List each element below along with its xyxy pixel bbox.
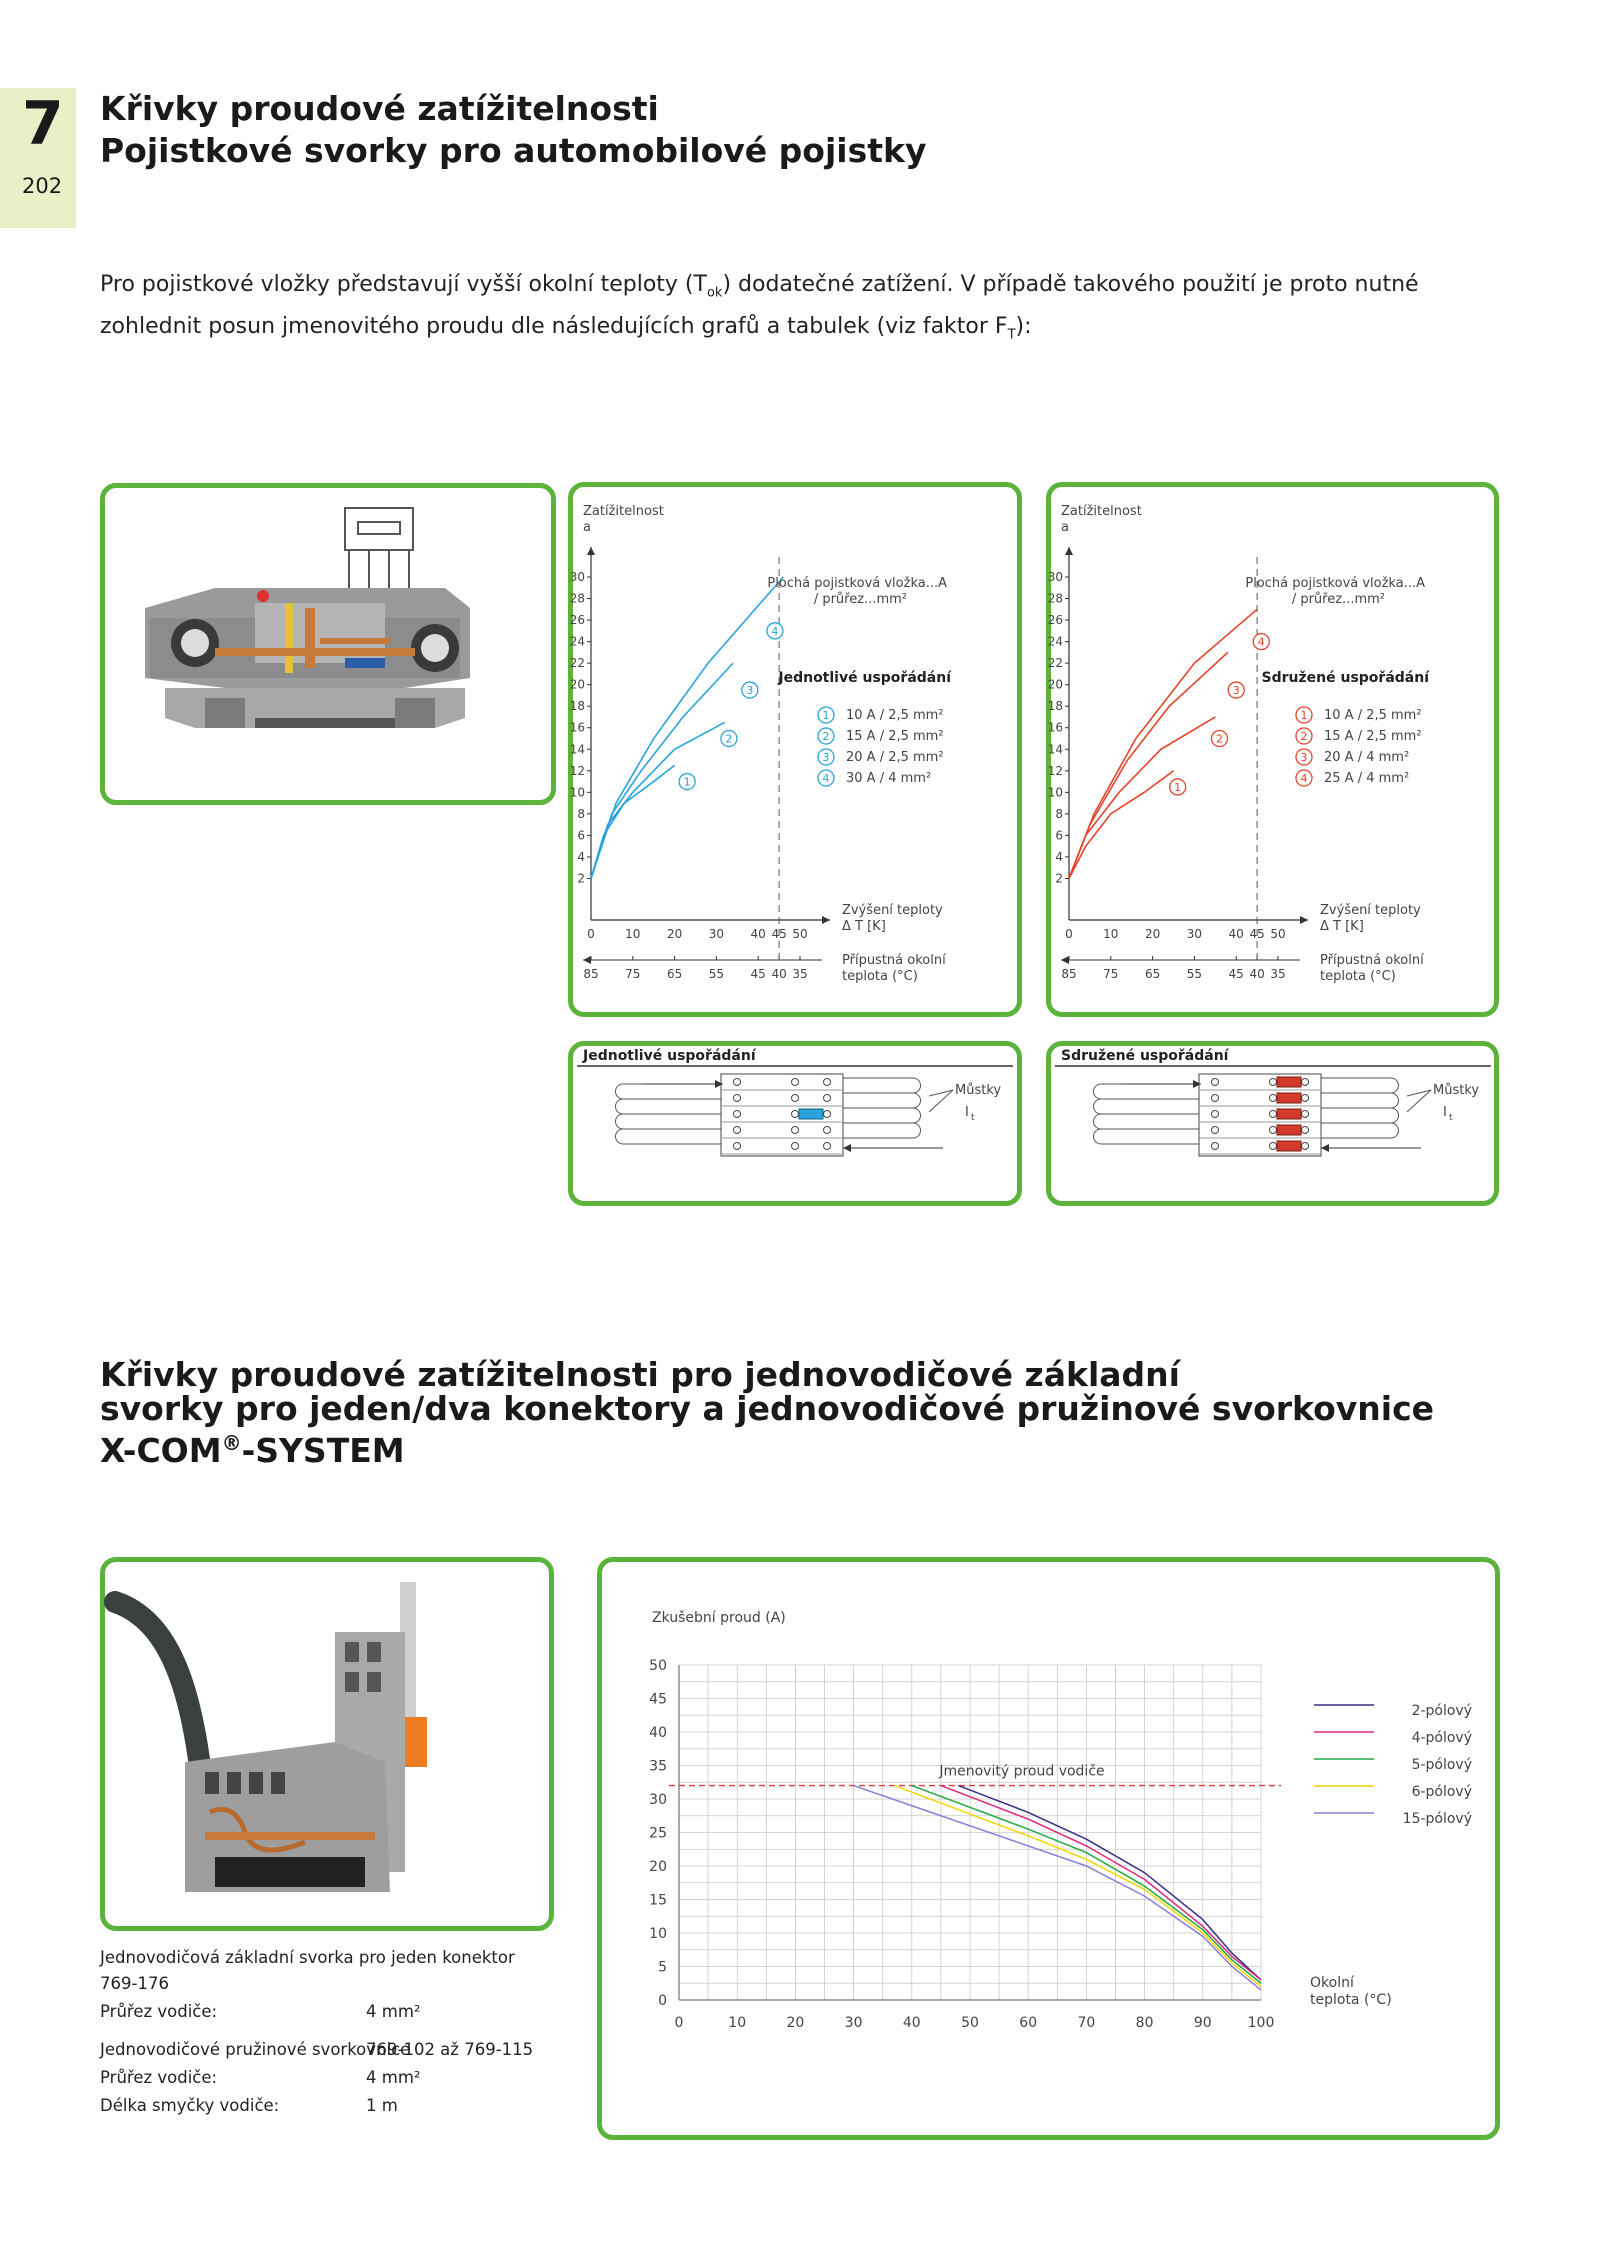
wire-loop-left bbox=[616, 1084, 724, 1099]
section-title-2-system: -SYSTEM bbox=[241, 1431, 405, 1470]
intro-text-3: ): bbox=[1015, 314, 1032, 340]
y-tick-label: 8 bbox=[577, 806, 585, 821]
terminal-screw bbox=[792, 1143, 799, 1150]
x2-axis-label: Přípustná okolní bbox=[842, 953, 946, 968]
x-tick-label: 60 bbox=[1019, 2015, 1038, 2031]
curve-4 bbox=[1069, 609, 1257, 878]
legend-marker-label: 2 bbox=[822, 730, 830, 743]
terminal-screw bbox=[824, 1111, 831, 1118]
x-tick-label: 40 bbox=[1228, 927, 1244, 941]
load-chart-single bbox=[569, 487, 1017, 1012]
x2-tick-label: 85 bbox=[583, 967, 599, 981]
y-tick-label: 16 bbox=[1047, 720, 1063, 735]
load-chart-grouped bbox=[1047, 487, 1494, 1012]
x2-tick-label: 35 bbox=[1270, 967, 1286, 981]
xcom-terminal-photo-box bbox=[100, 1557, 554, 1931]
fuse-grouped bbox=[1277, 1109, 1301, 1119]
fuse-single bbox=[799, 1109, 823, 1119]
current-out-arrow bbox=[843, 1144, 851, 1152]
legend-entry-4: 25 A / 4 mm² bbox=[1324, 771, 1410, 786]
x-tick-label: 40 bbox=[750, 927, 766, 941]
terminal-screw bbox=[734, 1127, 741, 1134]
curve-marker-label: 1 bbox=[1174, 780, 1182, 794]
terminal-screw bbox=[734, 1111, 741, 1118]
curve-marker-label: 3 bbox=[1232, 684, 1240, 698]
y-tick-label: 14 bbox=[1047, 742, 1063, 757]
legend-marker-label: 1 bbox=[822, 709, 830, 722]
x-tick-label: 90 bbox=[1193, 2015, 1212, 2031]
terminal-screw bbox=[1270, 1079, 1277, 1086]
intro-text-1: Pro pojistkové vložky představují vyšší okolní teploty (T bbox=[100, 272, 707, 297]
y-tick-label: 22 bbox=[569, 656, 585, 671]
y-tick-label: 6 bbox=[1055, 828, 1063, 843]
y-axis-unit: a bbox=[1061, 520, 1069, 535]
caption-row6-label: Délka smyčky vodiče: bbox=[100, 2096, 280, 2115]
y-axis-arrow bbox=[1065, 547, 1073, 555]
terminal-screw bbox=[1270, 1111, 1277, 1118]
test-current-chart bbox=[602, 1562, 1495, 2135]
legend-entry-4: 30 A / 4 mm² bbox=[846, 771, 932, 786]
legend-label-4: 6-pólový bbox=[1411, 1784, 1472, 1800]
y-tick-label: 30 bbox=[1047, 570, 1063, 584]
x-axis-label: Zvýšení teploty bbox=[842, 903, 943, 918]
chart-x-label: Okolní bbox=[1310, 1975, 1354, 1991]
x2-tick-label: 45 bbox=[750, 967, 766, 981]
current-out-arrow bbox=[1321, 1144, 1329, 1152]
y-tick-label: 12 bbox=[569, 763, 585, 778]
y-tick-label: 15 bbox=[649, 1892, 667, 1909]
arrangement-label: Sdružené uspořádání bbox=[1261, 670, 1429, 686]
y-tick-label: 10 bbox=[569, 785, 585, 800]
y-tick-label: 24 bbox=[569, 634, 585, 649]
wire-loop-right bbox=[843, 1123, 921, 1138]
terminal-screw bbox=[1302, 1127, 1309, 1134]
legend-title: Plochá pojistková vložka...A bbox=[1245, 576, 1425, 591]
x2-tick-label: 65 bbox=[666, 967, 683, 981]
y-tick-label: 2 bbox=[577, 871, 585, 886]
y-axis-label: Zatížitelnost bbox=[1061, 504, 1142, 519]
wire-loop-left bbox=[1094, 1084, 1202, 1099]
y-tick-label: 40 bbox=[649, 1725, 667, 1741]
intro-paragraph bbox=[100, 268, 1520, 353]
y-tick-label: 20 bbox=[1047, 677, 1063, 692]
curve-3 bbox=[591, 663, 733, 878]
caption-row5-value: 4 mm² bbox=[366, 2068, 421, 2087]
intro-sub-ok: ok bbox=[706, 285, 723, 301]
x-tick-label: 10 bbox=[625, 927, 641, 941]
legend-title: Plochá pojistková vložka...A bbox=[767, 576, 947, 591]
load-chart-single-box bbox=[568, 482, 1022, 1017]
legend-label-5: 15-pólový bbox=[1402, 1811, 1472, 1827]
y-tick-label: 18 bbox=[569, 699, 585, 714]
x-tick-label: 50 bbox=[1270, 927, 1286, 941]
legend-label-2: 4-pólový bbox=[1411, 1730, 1472, 1746]
legend-entry-2: 15 A / 2,5 mm² bbox=[846, 729, 944, 744]
caption-row3-value: 4 mm² bbox=[366, 2002, 421, 2021]
xcom-terminal-image bbox=[105, 1562, 549, 1926]
diagram-title: Sdružené uspořádání bbox=[1061, 1048, 1229, 1064]
curve-3 bbox=[1069, 652, 1228, 878]
y-tick-label: 26 bbox=[569, 613, 585, 628]
fuse-terminal-image bbox=[105, 488, 551, 800]
legend-entry-3: 20 A / 4 mm² bbox=[1324, 750, 1410, 765]
registered-mark: ® bbox=[221, 1431, 242, 1455]
x-tick-label: 50 bbox=[961, 2015, 979, 2031]
x2-axis-arrow bbox=[1061, 956, 1069, 964]
curve-marker-label: 1 bbox=[683, 775, 691, 789]
terminal-screw bbox=[1302, 1095, 1309, 1102]
x-tick-label: 45 bbox=[771, 927, 787, 941]
x-tick-label: 40 bbox=[902, 2015, 921, 2031]
curve-marker-label: 4 bbox=[771, 624, 779, 638]
terminal-screw bbox=[1302, 1111, 1309, 1118]
y-tick-label: 6 bbox=[577, 828, 585, 843]
curve-marker-label: 2 bbox=[725, 732, 733, 746]
fuse-terminal-photo-box bbox=[100, 483, 556, 805]
x-tick-label: 0 bbox=[1065, 927, 1073, 941]
x-tick-label: 20 bbox=[666, 927, 683, 941]
y-tick-label: 50 bbox=[649, 1658, 667, 1674]
terminal-screw bbox=[1270, 1095, 1277, 1102]
legend-subtitle: / průřez...mm² bbox=[1291, 592, 1385, 607]
x-tick-label: 30 bbox=[708, 927, 725, 941]
x2-tick-label: 40 bbox=[1249, 967, 1265, 981]
terminal-screw bbox=[824, 1079, 831, 1086]
legend-label-3: 5-pólový bbox=[1411, 1757, 1472, 1773]
wire-loop-left bbox=[616, 1129, 724, 1144]
y-tick-label: 28 bbox=[569, 591, 585, 606]
arrangement-single-diagram bbox=[573, 1046, 1017, 1201]
legend-entry-1: 10 A / 2,5 mm² bbox=[1324, 708, 1422, 723]
y-tick-label: 26 bbox=[1047, 613, 1063, 628]
y-tick-label: 30 bbox=[569, 570, 585, 584]
x-axis-label-2: Δ T [K] bbox=[1320, 919, 1364, 934]
intro-text-2: ) dodatečné zatížení. V případě takového použití je proto nutné zohlednit posun jmenovitého proudu dle následujících grafů a tabulek (viz faktor F bbox=[100, 272, 1419, 340]
curve-1 bbox=[1069, 771, 1174, 879]
arrangement-grouped-box bbox=[1046, 1041, 1499, 1206]
terminal-screw bbox=[1270, 1143, 1277, 1150]
legend-marker-label: 4 bbox=[1300, 772, 1308, 785]
y-tick-label: 0 bbox=[658, 1993, 667, 2009]
y-tick-label: 8 bbox=[1055, 806, 1063, 821]
legend-marker-label: 3 bbox=[822, 751, 830, 764]
legend-entry-2: 15 A / 2,5 mm² bbox=[1324, 729, 1422, 744]
wire-loop-left bbox=[1094, 1099, 1202, 1114]
y-tick-label: 2 bbox=[1055, 871, 1063, 886]
diagram-title: Jednotlivé uspořádání bbox=[583, 1048, 756, 1064]
y-tick-label: 35 bbox=[649, 1758, 667, 1775]
x2-axis-arrow bbox=[583, 956, 591, 964]
fuse-grouped bbox=[1277, 1141, 1301, 1151]
terminal-screw bbox=[734, 1095, 741, 1102]
terminal-screw bbox=[1302, 1143, 1309, 1150]
wire-loop-left bbox=[616, 1114, 724, 1129]
current-label: I bbox=[965, 1105, 969, 1120]
y-tick-label: 4 bbox=[1055, 849, 1063, 864]
legend-marker-label: 2 bbox=[1300, 730, 1308, 743]
curve-2 bbox=[591, 722, 725, 878]
caption-row4-value: 769-102 až 769-115 bbox=[366, 2040, 534, 2059]
section-title-2-xcom: X-COM bbox=[100, 1431, 222, 1470]
terminal-screw bbox=[734, 1143, 741, 1150]
arrangement-label: Jednotlivé uspořádání bbox=[778, 670, 951, 686]
terminal-screw bbox=[792, 1095, 799, 1102]
terminal-screw bbox=[792, 1079, 799, 1086]
x-tick-label: 20 bbox=[786, 2015, 805, 2031]
terminal-screw bbox=[734, 1079, 741, 1086]
terminal-screw bbox=[1212, 1143, 1219, 1150]
y-tick-label: 14 bbox=[569, 742, 585, 757]
x-axis-label: Zvýšení teploty bbox=[1320, 903, 1421, 918]
x2-tick-label: 35 bbox=[792, 967, 808, 981]
wire-loop-right bbox=[1321, 1123, 1399, 1138]
legend-entry-3: 20 A / 2,5 mm² bbox=[846, 750, 944, 765]
section-title-line1: Křivky proudové zatížitelnosti bbox=[100, 89, 659, 128]
x-tick-label: 70 bbox=[1077, 2015, 1096, 2031]
legend-marker-label: 3 bbox=[1300, 751, 1308, 764]
terminal-screw bbox=[792, 1111, 799, 1118]
section-title bbox=[100, 88, 926, 172]
terminal-screw bbox=[792, 1127, 799, 1134]
x-tick-label: 30 bbox=[844, 2015, 863, 2031]
y-tick-label: 45 bbox=[649, 1691, 667, 1708]
x2-axis-label: Přípustná okolní bbox=[1320, 953, 1424, 968]
y-tick-label: 4 bbox=[577, 849, 585, 864]
x2-tick-label: 55 bbox=[1186, 967, 1203, 981]
y-tick-label: 22 bbox=[1047, 656, 1063, 671]
section-title-2-line2: svorky pro jeden/dva konektory a jednovodičové pružinové svorkovnice bbox=[100, 1389, 1435, 1428]
terminal-screw bbox=[1270, 1127, 1277, 1134]
legend-subtitle: / průřez...mm² bbox=[813, 592, 907, 607]
x2-tick-label: 75 bbox=[1103, 967, 1119, 981]
arrangement-grouped-diagram bbox=[1051, 1046, 1494, 1201]
y-axis-label: Zatížitelnost bbox=[583, 504, 664, 519]
x2-axis-label-2: teplota (°C) bbox=[842, 969, 918, 984]
reference-line-label: Jmenovitý proud vodiče bbox=[939, 1763, 1105, 1780]
caption-row4-label: Jednovodičové pružinové svorkovnice bbox=[100, 2040, 411, 2059]
current-label-sub: t bbox=[971, 1113, 975, 1123]
y-tick-label: 10 bbox=[1047, 785, 1063, 800]
y-tick-label: 10 bbox=[649, 1926, 667, 1942]
legend-label-1: 2-pólový bbox=[1411, 1703, 1472, 1719]
y-tick-label: 12 bbox=[1047, 763, 1063, 778]
x-tick-label: 45 bbox=[1249, 927, 1265, 941]
x-tick-label: 100 bbox=[1247, 2015, 1275, 2031]
terminal-screw bbox=[1212, 1095, 1219, 1102]
chart-x-label-2: teplota (°C) bbox=[1310, 1992, 1392, 2008]
test-current-chart-box bbox=[597, 1557, 1500, 2140]
intro-sub-t: T bbox=[1007, 327, 1016, 343]
wire-loop-right bbox=[843, 1108, 921, 1123]
load-chart-grouped-box bbox=[1046, 482, 1499, 1017]
y-tick-label: 5 bbox=[658, 1959, 667, 1976]
x-tick-label: 50 bbox=[792, 927, 808, 941]
page-number: 202 bbox=[22, 174, 63, 198]
x-tick-label: 30 bbox=[1186, 927, 1203, 941]
wire-loop-left bbox=[1094, 1114, 1202, 1129]
terminal-screw bbox=[1212, 1111, 1219, 1118]
curve-4 bbox=[591, 577, 783, 878]
y-tick-label: 16 bbox=[569, 720, 585, 735]
y-tick-label: 20 bbox=[569, 677, 585, 692]
terminal-screw bbox=[824, 1127, 831, 1134]
wire-loop-left bbox=[616, 1099, 724, 1114]
x-axis-arrow bbox=[822, 916, 830, 924]
x2-axis-label-2: teplota (°C) bbox=[1320, 969, 1396, 984]
x2-tick-label: 85 bbox=[1061, 967, 1077, 981]
bridges-label: Můstky bbox=[1433, 1083, 1480, 1098]
curve-marker-label: 2 bbox=[1215, 732, 1223, 746]
section-title-line2: Pojistkové svorky pro automobilové pojistky bbox=[100, 131, 927, 170]
wire-loop-right bbox=[843, 1078, 921, 1093]
x-tick-label: 20 bbox=[1144, 927, 1161, 941]
fuse-grouped bbox=[1277, 1093, 1301, 1103]
x2-tick-label: 55 bbox=[708, 967, 725, 981]
x2-tick-label: 65 bbox=[1144, 967, 1161, 981]
x-tick-label: 10 bbox=[1103, 927, 1119, 941]
wire-loop-left bbox=[1094, 1129, 1202, 1144]
x2-tick-label: 40 bbox=[771, 967, 787, 981]
caption-row5-label: Průřez vodiče: bbox=[100, 2068, 218, 2087]
y-tick-label: 18 bbox=[1047, 699, 1063, 714]
chapter-number: 7 bbox=[22, 89, 64, 159]
y-tick-label: 28 bbox=[1047, 591, 1063, 606]
fuse-grouped bbox=[1277, 1125, 1301, 1135]
terminal-screw bbox=[824, 1143, 831, 1150]
x-axis-label-2: Δ T [K] bbox=[842, 919, 886, 934]
wire-loop-right bbox=[843, 1093, 921, 1108]
terminal-screw bbox=[1302, 1079, 1309, 1086]
section-title-2 bbox=[100, 1355, 1435, 1470]
x-axis-arrow bbox=[1300, 916, 1308, 924]
fuse-grouped bbox=[1277, 1077, 1301, 1087]
wire-loop-right bbox=[1321, 1078, 1399, 1093]
wire-loop-right bbox=[1321, 1108, 1399, 1123]
x2-tick-label: 75 bbox=[625, 967, 641, 981]
x-tick-label: 0 bbox=[587, 927, 595, 941]
chapter-tab bbox=[0, 88, 76, 228]
legend-entry-1: 10 A / 2,5 mm² bbox=[846, 708, 944, 723]
caption-row3-label: Průřez vodiče: bbox=[100, 2002, 218, 2021]
current-label: I bbox=[1443, 1105, 1447, 1120]
y-axis-arrow bbox=[587, 547, 595, 555]
chart-y-label: Zkušební proud (A) bbox=[652, 1610, 786, 1626]
x2-tick-label: 45 bbox=[1228, 967, 1244, 981]
caption-row6-value: 1 m bbox=[366, 2096, 398, 2115]
x-tick-label: 0 bbox=[674, 2015, 684, 2031]
wire-loop-right bbox=[1321, 1093, 1399, 1108]
curve-marker-label: 3 bbox=[746, 684, 754, 698]
terminal-screw bbox=[824, 1095, 831, 1102]
x-tick-label: 10 bbox=[728, 2015, 747, 2031]
current-label-sub: t bbox=[1449, 1113, 1453, 1123]
y-tick-label: 20 bbox=[649, 1859, 667, 1875]
x-tick-label: 80 bbox=[1135, 2015, 1154, 2031]
terminal-screw bbox=[1212, 1127, 1219, 1134]
bridges-label: Můstky bbox=[955, 1083, 1002, 1098]
section-title-2-line3 bbox=[100, 1426, 1434, 1468]
terminal-screw bbox=[1212, 1079, 1219, 1086]
arrangement-single-box bbox=[568, 1041, 1022, 1206]
caption-row2: 769-176 bbox=[100, 1974, 169, 1993]
y-tick-label: 24 bbox=[1047, 634, 1063, 649]
caption-row1: Jednovodičová základní svorka pro jeden konektor bbox=[100, 1948, 515, 1967]
section-title-2-line1: Křivky proudové zatížitelnosti pro jednovodičové základní bbox=[100, 1355, 1180, 1394]
y-axis-unit: a bbox=[583, 520, 591, 535]
curve-marker-label: 4 bbox=[1257, 635, 1265, 649]
y-tick-label: 30 bbox=[649, 1792, 667, 1808]
legend-marker-label: 1 bbox=[1300, 709, 1308, 722]
y-tick-label: 25 bbox=[649, 1825, 667, 1842]
legend-marker-label: 4 bbox=[822, 772, 830, 785]
